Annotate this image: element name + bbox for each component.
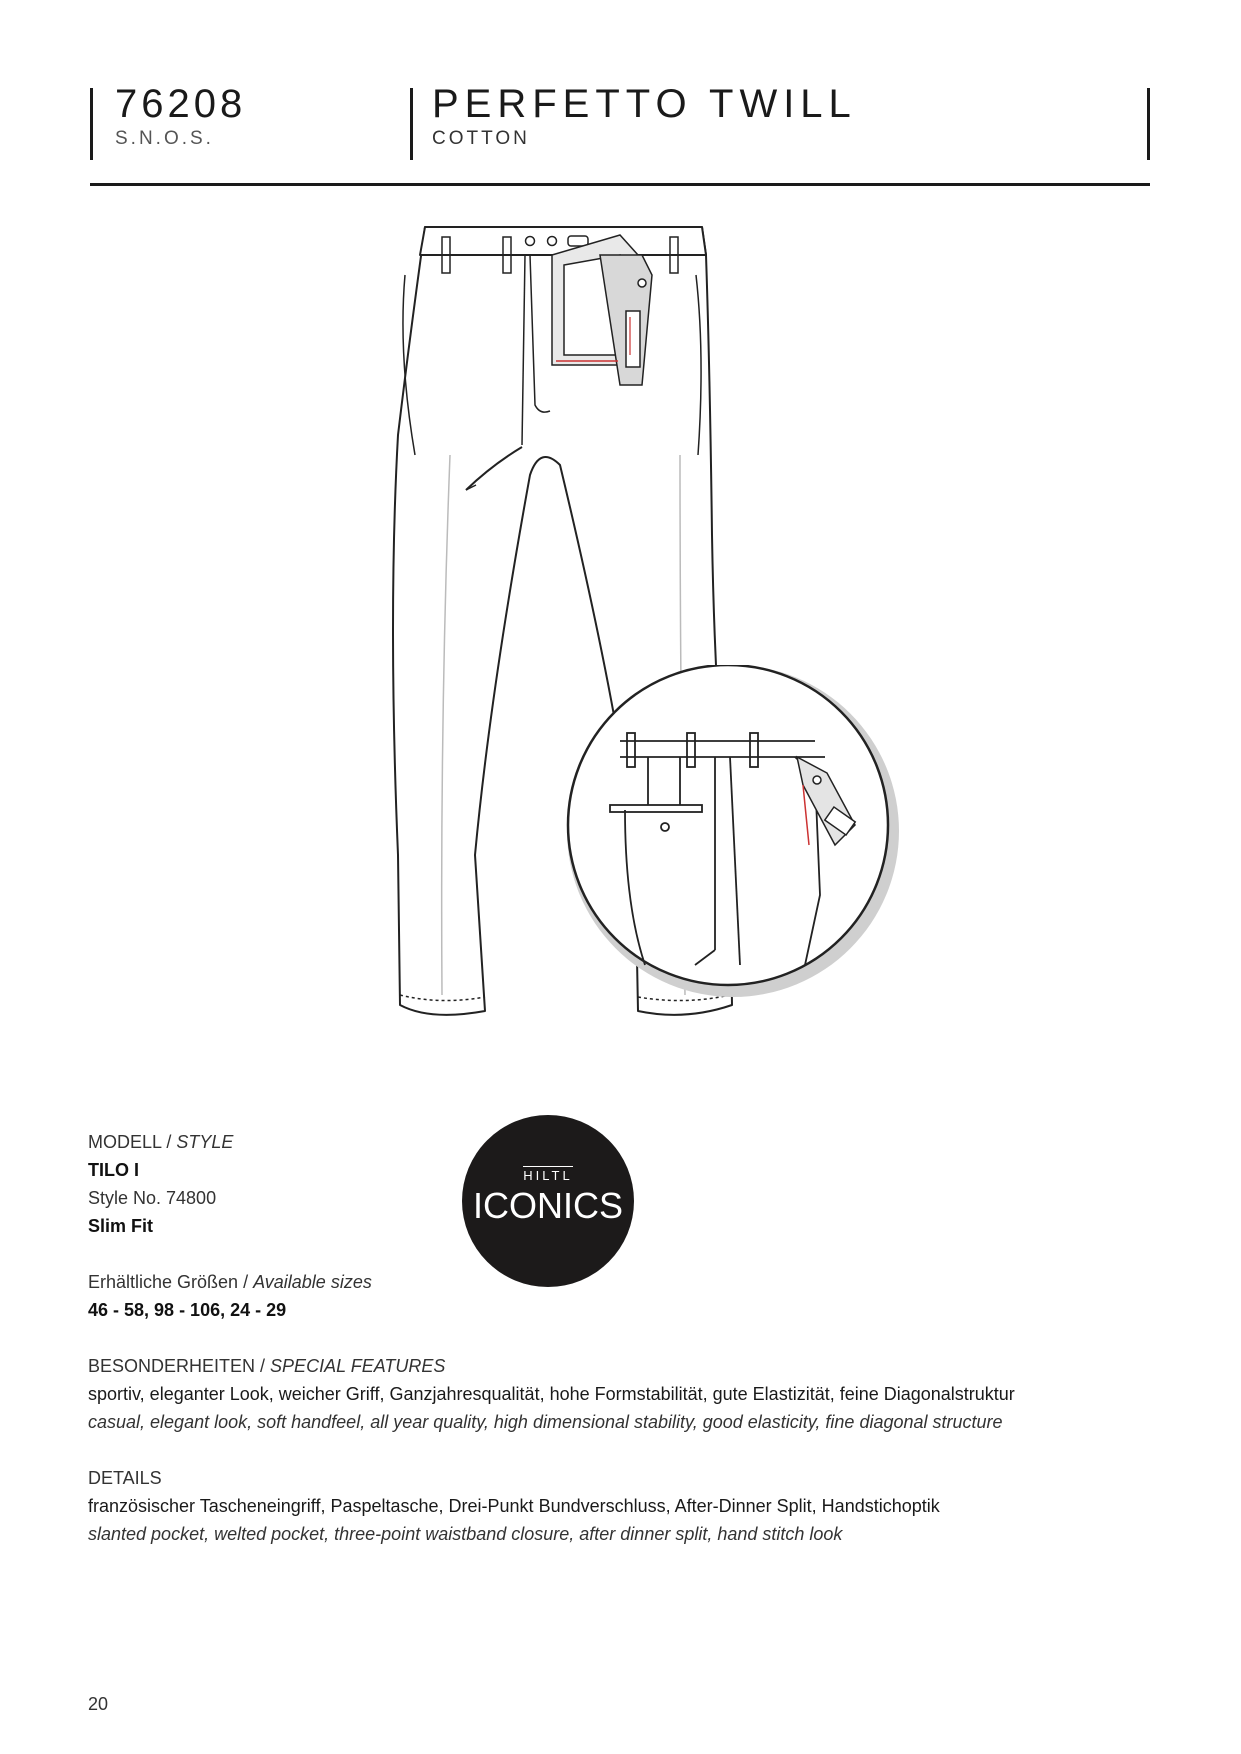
details-de: französischer Tascheneingriff, Paspeltasche, Drei-Punkt Bundverschluss, After-Dinner Split, Handstichoptik [88,1496,940,1516]
style-number: Style No. 74800 [88,1188,217,1208]
sizes-label-de: Erhältliche Größen [88,1272,239,1292]
style-name: TILO I [88,1160,139,1180]
header-divider-middle [410,88,413,160]
fabric-title: PERFETTO TWILL [432,82,857,126]
header-divider-left [90,88,93,160]
features-de: sportiv, eleganter Look, weicher Griff, Ganzjahresqualität, hohe Formstabilität, gute Elastizität, feine Diagonalstruktur [88,1384,1015,1404]
article-code: 76208 [115,82,247,126]
fabric-subtitle: COTTON [432,128,530,149]
style-label: MODELL / STYLE [88,1132,234,1152]
article-code-sub: S.N.O.S. [115,128,214,149]
logo-iconics: ICONICS [472,1185,623,1226]
style-fit: Slim Fit [88,1216,154,1236]
features-label-en: SPECIAL FEATURES [270,1356,446,1376]
header-rule [90,183,1150,186]
page-number: 20 [88,1694,109,1714]
details-label: DETAILS [88,1468,162,1488]
sizes-value: 46 - 58, 98 - 106, 24 - 29 [88,1300,287,1320]
sizes-label-en: Available sizes [253,1272,372,1292]
features-label: BESONDERHEITEN / SPECIAL FEATURES [88,1356,446,1376]
logo-brand: HILTL [523,1168,573,1183]
header-divider-right [1147,88,1150,160]
sizes-label: Erhältliche Größen / Available sizes [88,1272,372,1292]
hiltl-iconics-logo [462,1115,634,1287]
style-label-de: MODELL [88,1132,162,1152]
style-label-en: STYLE [176,1132,234,1152]
waistband-detail-magnifier [565,665,905,1005]
features-en: casual, elegant look, soft handfeel, all year quality, high dimensional stability, good elasticity, fine diagonal structure [88,1412,1003,1432]
details-en: slanted pocket, welted pocket, three-point waistband closure, after dinner split, hand stitch look [88,1524,843,1544]
features-label-de: BESONDERHEITEN [88,1356,256,1376]
